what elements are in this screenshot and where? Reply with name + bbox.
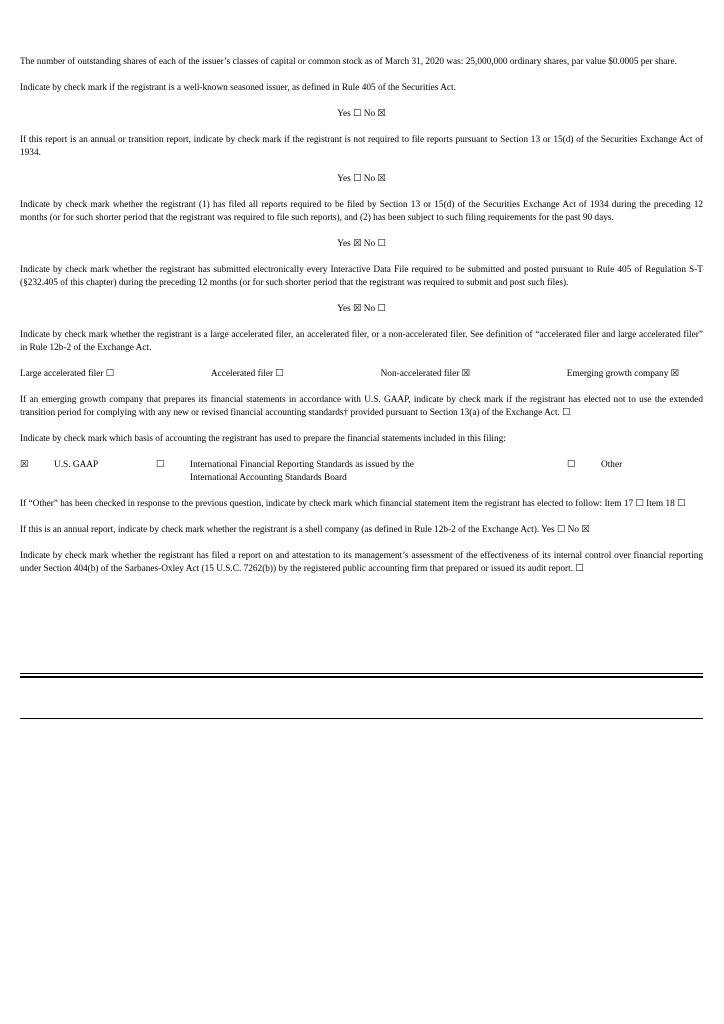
ifrs-checkbox: ☐: [156, 460, 165, 470]
filed-reports-answer: Yes ☒ No ☐: [337, 239, 386, 249]
wksi-answer: Yes ☐ No ☒: [337, 109, 386, 119]
non-accelerated-filer-option: Non-accelerated filer ☒: [380, 369, 470, 379]
accounting-basis-options: [20, 459, 703, 485]
large-accelerated-filer-option: Large accelerated filer ☐: [20, 369, 115, 379]
interactive-data-answer: Yes ☒ No ☐: [337, 304, 386, 314]
icfr-attestation-question: Indicate by check mark whether the registrant has filed a report on and attestation to its management’s assessment of the effectiveness of its internal control over financial reporting under Section 404(b) of the Sarbanes-Oxley Act (15 U.S.C. 7262(b)) by the registered public accounting firm that prepared or issued its audit report. ☐: [20, 551, 703, 574]
other-basis-question: If “Other” has been checked in response to the previous question, indicate by check mark which financial statement item the registrant has elected to follow: Item 17 ☐ Item 18 ☐: [20, 499, 686, 509]
not-required-answer: Yes ☐ No ☒: [337, 174, 386, 184]
shell-company-question: If this is an annual report, indicate by check mark whether the registrant is a shell company (as defined in Rule 12b-2 of the Exchange Act). Yes ☐ No ☒: [20, 525, 590, 535]
single-rule-divider: [20, 718, 703, 719]
filer-status-options: [20, 368, 703, 381]
accounting-basis-question: Indicate by check mark which basis of accounting the registrant has used to prepare the financial statements included in this filing:: [20, 434, 506, 444]
us-gaap-checkbox: ☒: [20, 460, 29, 470]
filed-reports-question: Indicate by check mark whether the registrant (1) has filed all reports required to be filed by Section 13 or 15(d) of the Securities Exchange Act of 1934 during the preceding 12 months (or for such shorter period that the registrant was required to file such reports), and (2) has been subject to such filing requirements for the past 90 days.: [20, 200, 703, 223]
egc-transition-question: If an emerging growth company that prepares its financial statements in accordance with U.S. GAAP, indicate by check mark if the registrant has elected not to use the extended transition period for complying with any new or revised financial accounting standards† provided pursuant to Section 13(a) of the Exchange Act. ☐: [20, 395, 703, 418]
interactive-data-question: Indicate by check mark whether the registrant has submitted electronically every Interactive Data File required to be submitted and posted pursuant to Rule 405 of Regulation S-T (§232.405 of this chapter) during the preceding 12 months (or for such shorter period that the registrant was required to submit and post such files).: [20, 265, 703, 288]
other-label: Other: [601, 460, 623, 470]
emerging-growth-company-option: Emerging growth company ☒: [566, 369, 679, 379]
wksi-question: Indicate by check mark if the registrant is a well-known seasoned issuer, as defined in Rule 405 of the Securities Act.: [20, 83, 456, 93]
filer-status-question: Indicate by check mark whether the registrant is a large accelerated filer, an accelerated filer, or a non-accelerated filer. See definition of “accelerated filer and large accelerated filer” in Rule 12b-2 of the Exchange Act.: [20, 330, 703, 353]
double-rule-divider: [20, 673, 703, 674]
accelerated-filer-option: Accelerated filer ☐: [210, 369, 284, 379]
cover-page-body: [20, 56, 703, 589]
us-gaap-label: U.S. GAAP: [54, 460, 99, 470]
ifrs-label: International Financial Reporting Standards as issued by the International Accounting Standards Board: [190, 460, 414, 483]
not-required-question: If this report is an annual or transition report, indicate by check mark if the registrant is not required to file reports pursuant to Section 13 or 15(d) of the Securities Exchange Act of 1934.: [20, 135, 703, 158]
outstanding-shares-paragraph: The number of outstanding shares of each of the issuer’s classes of capital or common stock as of March 31, 2020 was: 25,000,000 ordinary shares, par value $0.0005 per share.: [20, 57, 677, 67]
other-checkbox: ☐: [567, 460, 576, 470]
